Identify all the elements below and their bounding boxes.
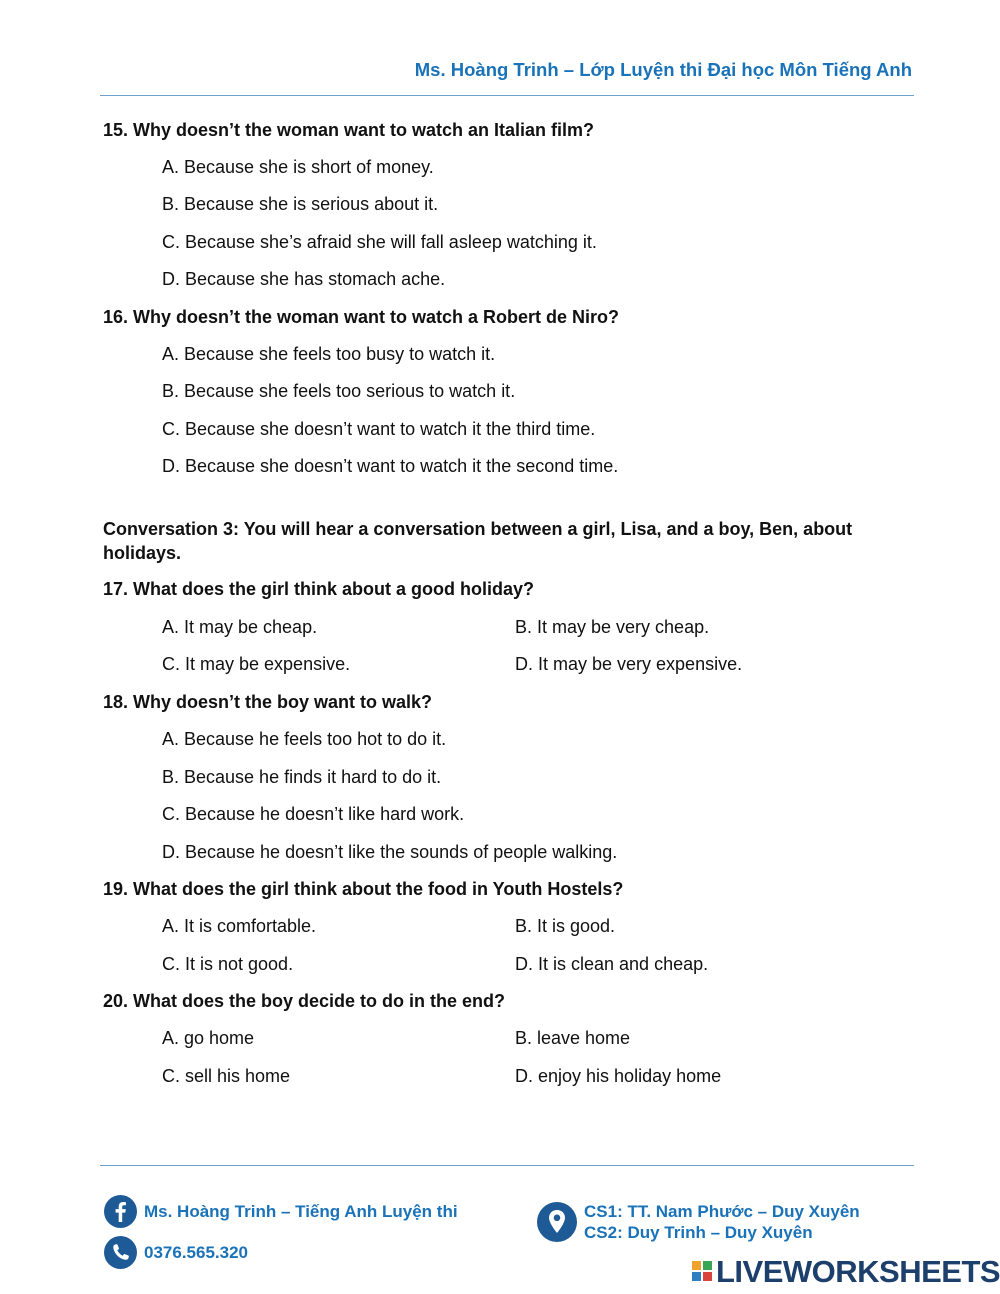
q16-option-c[interactable]: C. Because she doesn’t want to watch it the third time. [162,419,596,439]
q19-option-a[interactable]: A. It is comfortable. [162,916,317,936]
q17-option-a[interactable]: A. It may be cheap. [162,617,318,637]
q20-option-d[interactable]: D. enjoy his holiday home [515,1066,722,1086]
question-19: 19. What does the girl think about the food in Youth Hostels? [103,879,624,899]
q19-option-b[interactable]: B. It is good. [515,916,616,936]
q16-option-b[interactable]: B. Because she feels too serious to watch it. [162,381,516,401]
q15-option-b[interactable]: B. Because she is serious about it. [162,194,439,214]
q16-option-a[interactable]: A. Because she feels too busy to watch it. [162,344,496,364]
liveworksheets-logo[interactable] [692,1254,1000,1290]
q18-option-a[interactable]: A. Because he feels too hot to do it. [162,729,447,749]
phone-icon [104,1236,137,1269]
footer-facebook-label[interactable]: Ms. Hoàng Trinh – Tiếng Anh Luyện thi [144,1202,458,1221]
q20-option-c[interactable]: C. sell his home [162,1066,291,1086]
q18-option-d[interactable]: D. Because he doesn’t like the sounds of people walking. [162,842,618,862]
q18-option-b[interactable]: B. Because he finds it hard to do it. [162,767,442,787]
footer-divider [100,1165,914,1166]
liveworksheets-wordmark: LIVEWORKSHEETS [716,1254,1000,1289]
q15-option-d[interactable]: D. Because she has stomach ache. [162,269,446,289]
question-17: 17. What does the girl think about a good holiday? [103,579,535,599]
q19-option-d[interactable]: D. It is clean and cheap. [515,954,709,974]
q18-option-c[interactable]: C. Because he doesn’t like hard work. [162,804,465,824]
q16-option-d[interactable]: D. Because she doesn’t want to watch it the second time. [162,456,619,476]
question-20: 20. What does the boy decide to do in the end? [103,991,506,1011]
q17-option-b[interactable]: B. It may be very cheap. [515,617,710,637]
q15-option-a[interactable]: A. Because she is short of money. [162,157,434,177]
q17-option-c[interactable]: C. It may be expensive. [162,654,351,674]
q19-option-c[interactable]: C. It is not good. [162,954,294,974]
footer-phone-number[interactable]: 0376.565.320 [144,1243,248,1262]
location-icon [537,1202,577,1242]
q17-option-d[interactable]: D. It may be very expensive. [515,654,743,674]
question-16: 16. Why doesn’t the woman want to watch a Robert de Niro? [103,307,620,327]
q20-option-b[interactable]: B. leave home [515,1028,631,1048]
header-title: Ms. Hoàng Trinh – Lớp Luyện thi Đại học Môn Tiếng Anh [414,59,912,80]
question-18: 18. Why doesn’t the boy want to walk? [103,692,433,712]
q15-option-c[interactable]: C. Because she’s afraid she will fall asleep watching it. [162,232,597,252]
liveworksheets-badge-icon [692,1259,714,1285]
conversation-3-heading: Conversation 3: You will hear a conversation between a girl, Lisa, and a boy, Ben, about holidays. [103,519,853,563]
header-divider [100,95,914,96]
footer-campus-2: CS2: Duy Trinh – Duy Xuyên [584,1223,813,1242]
footer-campus-1: CS1: TT. Nam Phước – Duy Xuyên [584,1202,860,1221]
question-15: 15. Why doesn’t the woman want to watch an Italian film? [103,120,595,140]
facebook-icon [104,1195,137,1228]
q20-option-a[interactable]: A. go home [162,1028,255,1048]
